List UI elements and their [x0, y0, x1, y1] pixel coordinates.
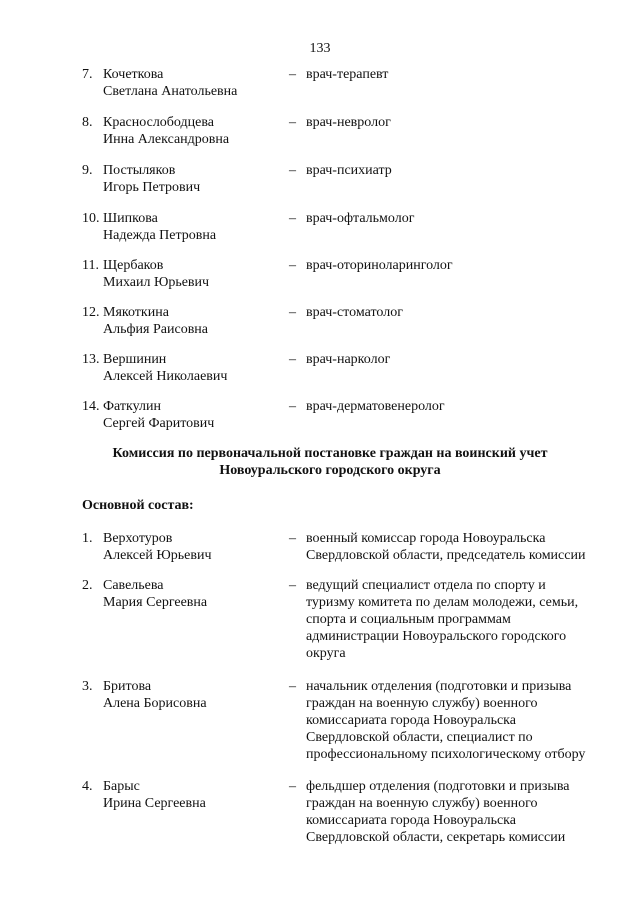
person-name: [103, 778, 283, 812]
person-role-line: Свердловской области, специалист по: [306, 730, 533, 745]
person-name-line: Ирина Сергеевна: [103, 796, 206, 811]
item-number: 14.: [82, 399, 100, 414]
person-role-line: начальник отделения (подготовки и призыва: [306, 679, 572, 694]
item-number: 3.: [82, 679, 93, 694]
person-role-line: комиссариата города Новоуральска: [306, 713, 516, 728]
person-role: [306, 66, 606, 83]
dash-separator: –: [289, 163, 296, 178]
person-name-line: Постыляков: [103, 163, 176, 178]
commission-title: [60, 445, 600, 479]
person-role-line: фельдшер отделения (подготовки и призыва: [306, 779, 570, 794]
person-name-line: Краснослободцева: [103, 115, 214, 130]
item-number: 2.: [82, 578, 93, 593]
person-role-line: врач-офтальмолог: [306, 211, 415, 226]
person-role-line: врач-дерматовенеролог: [306, 399, 445, 414]
person-name-line: Щербаков: [103, 258, 164, 273]
person-name: [103, 351, 283, 385]
person-name: [103, 577, 283, 611]
person-role-line: ведущий специалист отдела по спорту и: [306, 578, 546, 593]
person-role-line: спорта и социальным программам: [306, 612, 511, 627]
person-role: [306, 577, 606, 662]
person-role-line: Свердловской области, секретарь комиссии: [306, 830, 566, 845]
person-name: [103, 114, 283, 148]
item-number: 8.: [82, 115, 93, 130]
person-name-line: Альфия Раисовна: [103, 322, 209, 337]
commission-title-line: Комиссия по первоначальной постановке граждан на воинский учет: [112, 446, 548, 461]
person-role-line: граждан на военную службу) военного: [306, 796, 538, 811]
person-role-line: граждан на военную службу) военного: [306, 696, 538, 711]
person-name-line: Алена Борисовна: [103, 696, 207, 711]
person-role-line: профессиональному психологическому отбору: [306, 747, 586, 762]
person-name: [103, 66, 283, 100]
item-number: 1.: [82, 531, 93, 546]
item-number: 4.: [82, 779, 93, 794]
person-name-line: Инна Александровна: [103, 132, 230, 147]
person-name: [103, 257, 283, 291]
person-name: [103, 304, 283, 338]
dash-separator: –: [289, 211, 296, 226]
person-name: [103, 530, 283, 564]
person-name: [103, 398, 283, 432]
person-role: [306, 398, 606, 415]
person-name-line: Игорь Петрович: [103, 180, 201, 195]
section-heading: Основной состав:: [82, 498, 194, 513]
person-role-line: администрации Новоуральского городского: [306, 629, 567, 644]
person-name: [103, 162, 283, 196]
item-number: 7.: [82, 67, 93, 82]
dash-separator: –: [289, 531, 296, 546]
dash-separator: –: [289, 352, 296, 367]
person-role-line: врач-невролог: [306, 115, 391, 130]
dash-separator: –: [289, 258, 296, 273]
person-role: [306, 304, 606, 321]
person-role-line: врач-психиатр: [306, 163, 392, 178]
dash-separator: –: [289, 67, 296, 82]
item-number: 13.: [82, 352, 100, 367]
dash-separator: –: [289, 679, 296, 694]
person-name-line: Мария Сергеевна: [103, 595, 208, 610]
person-name-line: Светлана Анатольевна: [103, 84, 238, 99]
person-role: [306, 257, 606, 274]
person-role-line: комиссариата города Новоуральска: [306, 813, 516, 828]
person-role: [306, 530, 606, 564]
person-name-line: Савельева: [103, 578, 164, 593]
person-name-line: Бритова: [103, 679, 152, 694]
person-role-line: военный комиссар города Новоуральска: [306, 531, 546, 546]
person-role-line: туризму комитета по делам молодежи, семьи,: [306, 595, 579, 610]
person-name-line: Михаил Юрьевич: [103, 275, 210, 290]
person-name-line: Фаткулин: [103, 399, 161, 414]
person-name-line: Алексей Юрьевич: [103, 548, 212, 563]
person-role-line: врач-оториноларинголог: [306, 258, 453, 273]
person-role-line: врач-терапевт: [306, 67, 389, 82]
person-role: [306, 162, 606, 179]
dash-separator: –: [289, 779, 296, 794]
person-role: [306, 678, 606, 763]
person-name-line: Верхотуров: [103, 531, 173, 546]
person-role-line: врач-стоматолог: [306, 305, 403, 320]
commission-title-line: Новоуральского городского округа: [219, 463, 441, 478]
person-role-line: Свердловской области, председатель комиссии: [306, 548, 586, 563]
item-number: 9.: [82, 163, 93, 178]
dash-separator: –: [289, 115, 296, 130]
person-role: [306, 210, 606, 227]
item-number: 12.: [82, 305, 100, 320]
person-name-line: Барыс: [103, 779, 140, 794]
person-role: [306, 114, 606, 131]
dash-separator: –: [289, 305, 296, 320]
person-name-line: Сергей Фаритович: [103, 416, 215, 431]
person-name-line: Шипкова: [103, 211, 158, 226]
person-name: [103, 678, 283, 712]
person-role-line: врач-нарколог: [306, 352, 391, 367]
person-name-line: Надежда Петровна: [103, 228, 217, 243]
person-name: [103, 210, 283, 244]
dash-separator: –: [289, 578, 296, 593]
page-number: 133: [309, 41, 331, 56]
item-number: 11.: [82, 258, 99, 273]
person-name-line: Мякоткина: [103, 305, 169, 320]
dash-separator: –: [289, 399, 296, 414]
person-name-line: Вершинин: [103, 352, 167, 367]
item-number: 10.: [82, 211, 100, 226]
person-name-line: Кочеткова: [103, 67, 164, 82]
person-name-line: Алексей Николаевич: [103, 369, 228, 384]
person-role-line: округа: [306, 646, 346, 661]
person-role: [306, 351, 606, 368]
person-role: [306, 778, 606, 846]
